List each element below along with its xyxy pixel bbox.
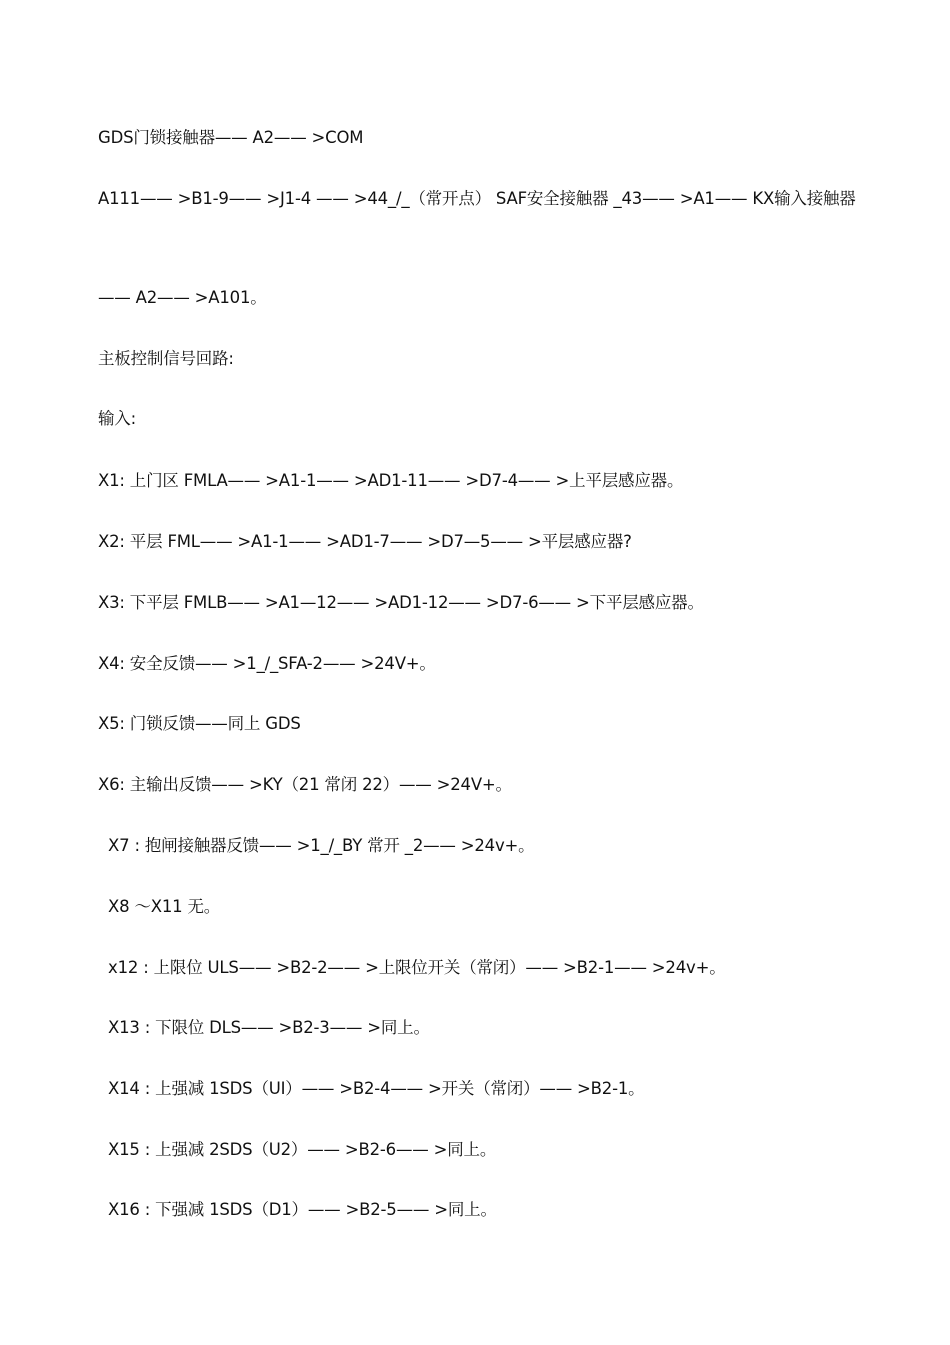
line-x16: X16 : 下强减 1SDS（D1）—— >B2-5—— >同上。 — [108, 1200, 497, 1219]
line-gds-door-contactor: GDS门锁接触器—— A2—— >COM — [98, 128, 364, 147]
line-x8-x11: X8 ～X11 无。 — [108, 897, 221, 916]
line-x5: X5: 门锁反馈——同上 GDS — [98, 714, 301, 733]
section-heading-mainboard-signal: 主板控制信号回路: — [98, 349, 234, 368]
line-x3: X3: 下平层 FMLB—— >A1—12—— >AD1-12—— >D7-6—— >下平层感应器。 — [98, 593, 704, 612]
line-x7: X7 : 抱闸接触器反馈—— >1_/_BY 常开 _2—— >24v+。 — [108, 836, 535, 855]
line-x12: x12 : 上限位 ULS—— >B2-2—— >上限位开关（常闭）—— >B2-1—— >24v+。 — [108, 958, 726, 977]
line-x1: X1: 上门区 FMLA—— >A1-1—— >AD1-11—— >D7-4—— >上平层感应器。 — [98, 471, 684, 490]
line-x13: X13 : 下限位 DLS—— >B2-3—— >同上。 — [108, 1018, 430, 1037]
section-heading-input: 输入: — [98, 409, 136, 428]
line-x4: X4: 安全反馈—— >1_/_SFA-2—— >24V+。 — [98, 654, 436, 673]
line-x15: X15 : 上强减 2SDS（U2）—— >B2-6—— >同上。 — [108, 1140, 497, 1159]
line-x2: X2: 平层 FML—— >A1-1—— >AD1-7—— >D7—5—— >平层感应器? — [98, 532, 632, 551]
line-x6: X6: 主输出反馈—— >KY（21 常闭 22）—— >24V+。 — [98, 775, 512, 794]
line-safety-contactor-circuit: A111—— >B1-9—— >J1-4 —— >44_/_（常开点） SAF安全接触器 _43—— >A1—— KX输入接触器 — [98, 189, 856, 208]
line-a2-a101: —— A2—— >A101。 — [98, 288, 267, 307]
line-x14: X14 : 上强减 1SDS（UI）—— >B2-4—— >开关（常闭）—— >B2-1。 — [108, 1079, 645, 1098]
